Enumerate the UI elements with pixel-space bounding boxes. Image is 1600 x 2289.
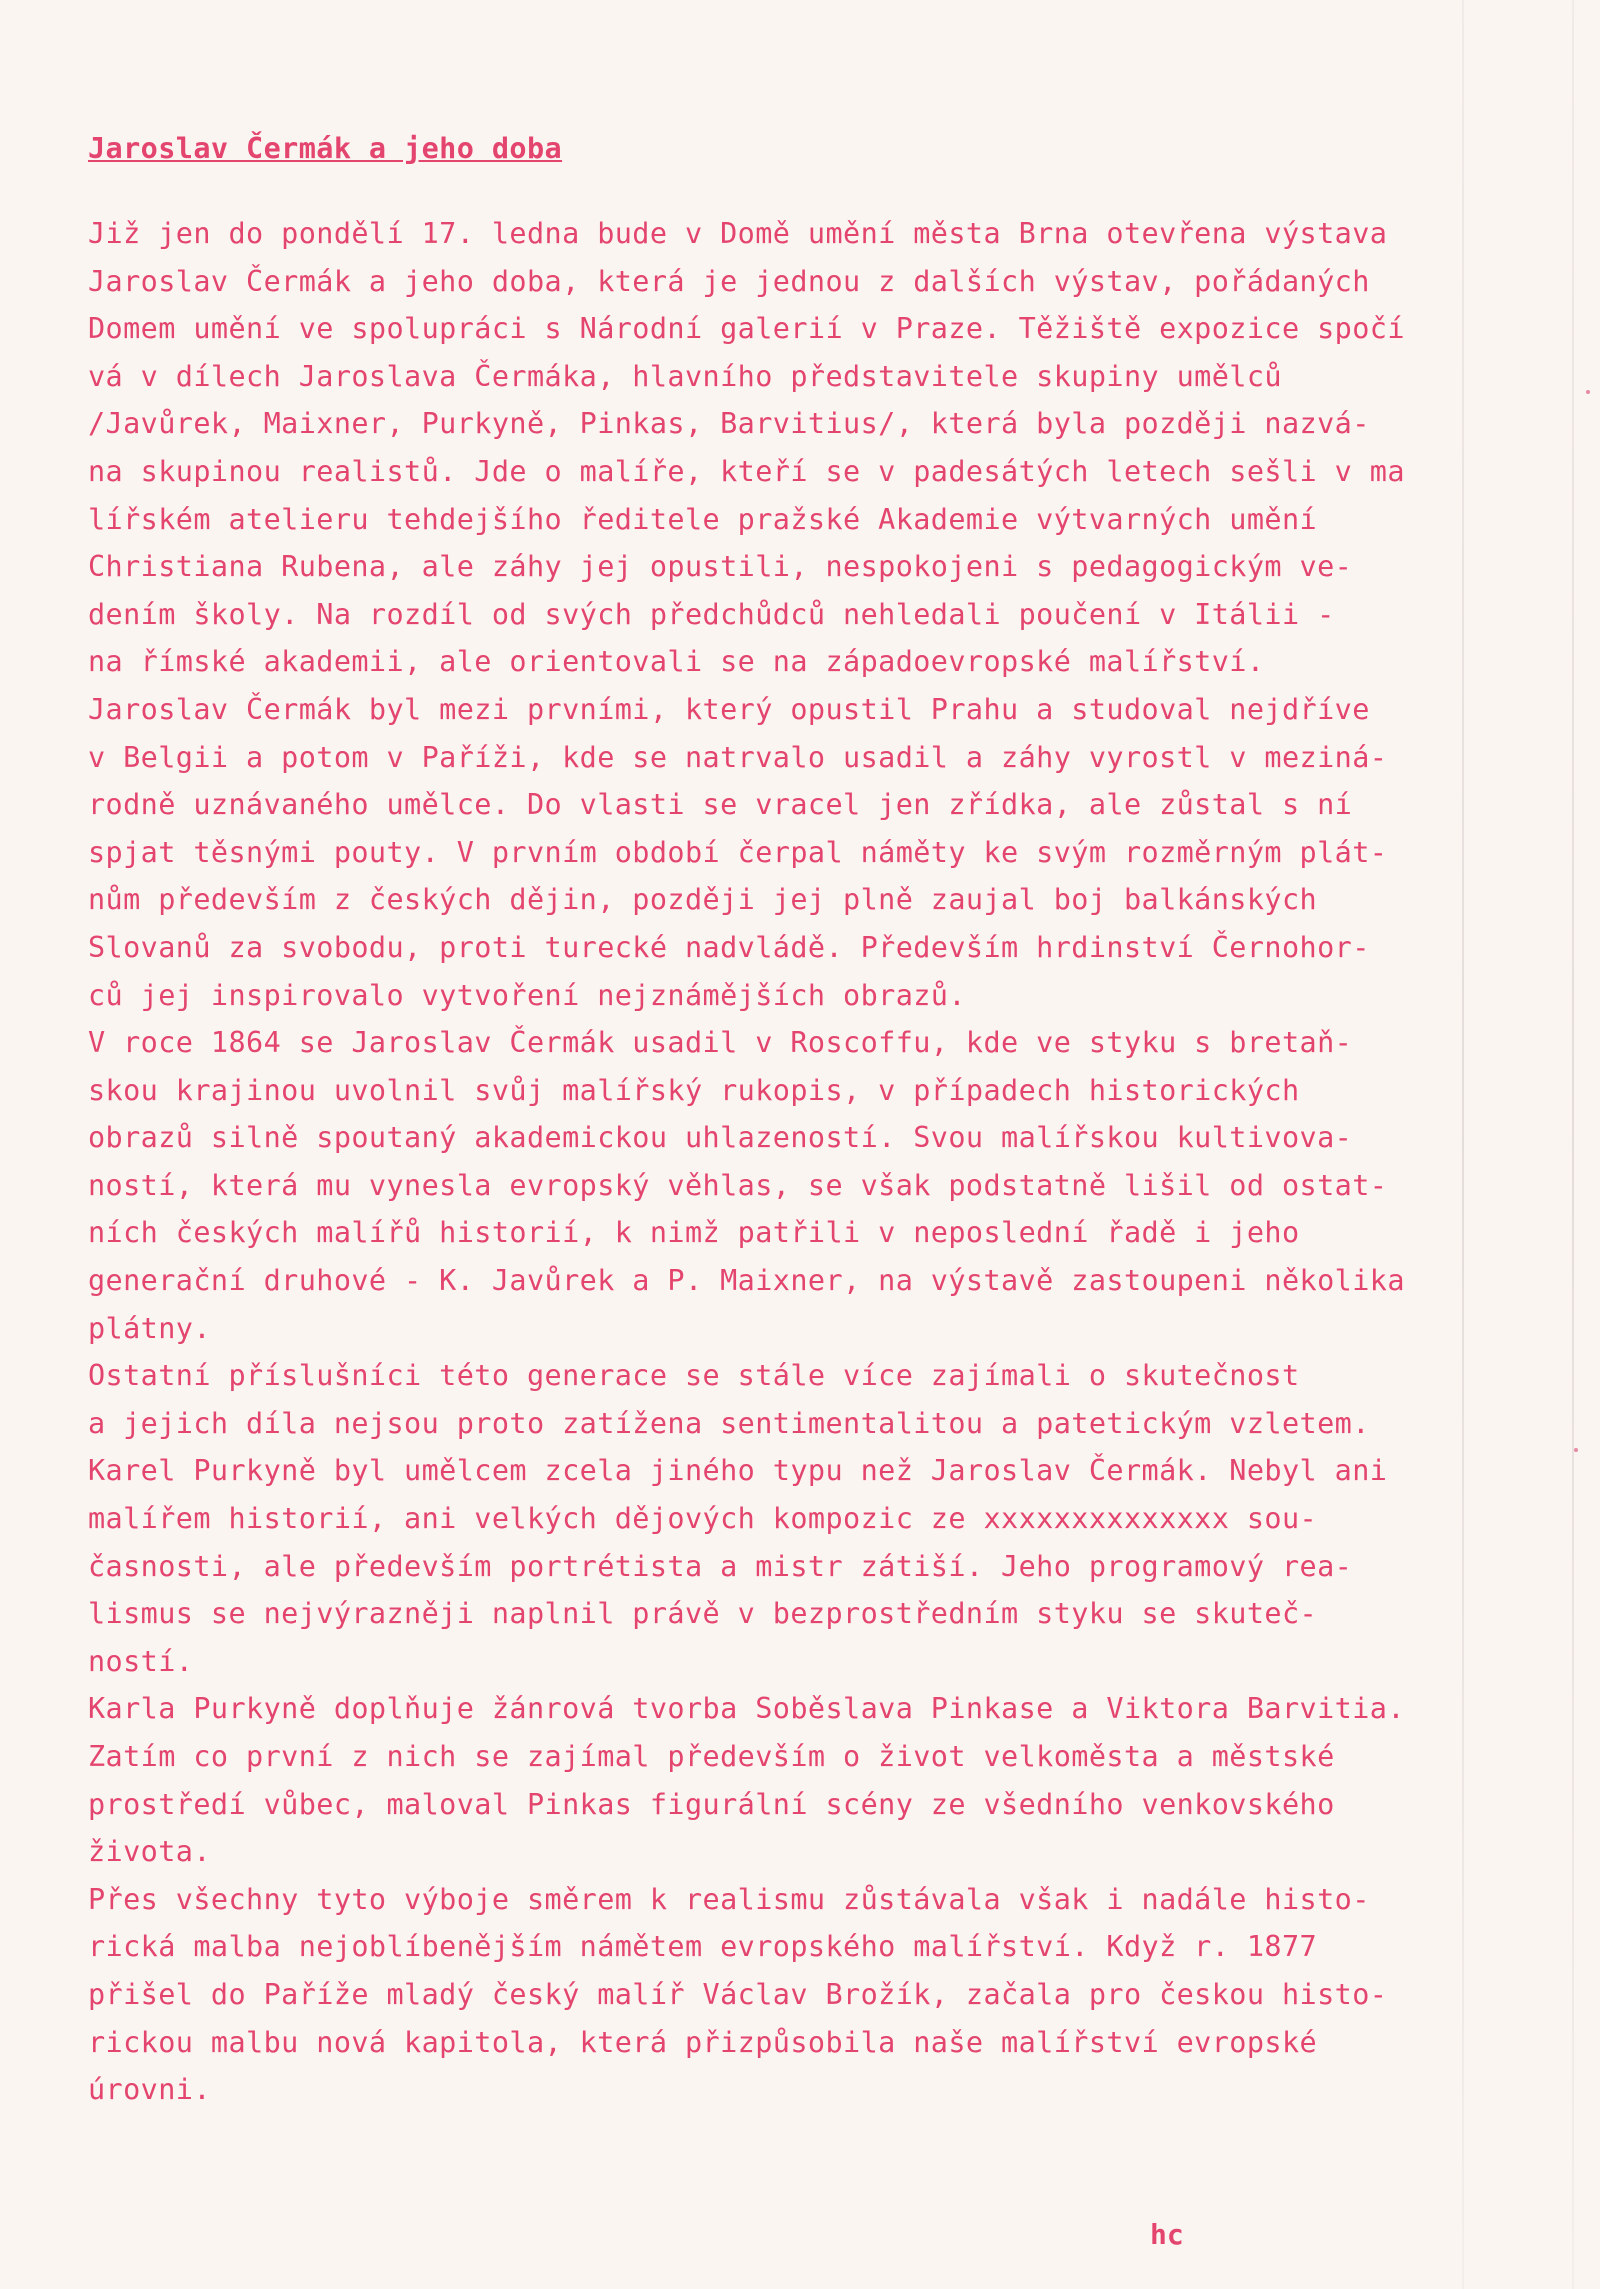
author-initials: hc [1150, 2218, 1184, 2251]
text-line: /Javůrek, Maixner, Purkyně, Pinkas, Barvitius/, která byla později nazvá- [88, 407, 1370, 441]
text-line: na skupinou realistů. Jde o malíře, kteří se v padesátých letech sešli v ma [88, 454, 1405, 488]
text-line: ců jej inspirovalo vytvoření nejznámějších obrazů. [88, 978, 966, 1012]
text-line: v Belgii a potom v Paříži, kde se natrvalo usadil a záhy vyrostl v meziná- [88, 740, 1388, 774]
text-line: Zatím co první z nich se zajímal především o život velkoměsta a městské [88, 1740, 1335, 1773]
text-line: Přes všechny tyto výboje směrem k realismu zůstávala však i nadále histo- [88, 1882, 1370, 1916]
text-line: Ostatní příslušníci této generace se stále více zajímali o skutečnost [88, 1359, 1300, 1393]
text-line: života. [88, 1835, 211, 1869]
text-line: lismus se nejvýrazněji naplnil právě v bezprostředním styku se skuteč- [88, 1597, 1318, 1631]
text-line: Již jen do pondělí 17. ledna bude v Domě umění města Brna otevřena výstava [88, 217, 1388, 250]
text-line: Karel Purkyně byl umělcem zcela jiného typu než Jaroslav Čermák. Nebyl ani [88, 1454, 1388, 1488]
text-line: nům především z českých dějin, později jej plně zaujal boj balkánských [88, 883, 1318, 917]
text-line: úrovni. [88, 2073, 211, 2107]
text-line: Christiana Rubena, ale záhy jej opustili, nespokojeni s pedagogickým ve- [88, 550, 1353, 584]
text-line: přišel do Paříže mladý český malíř Václav Brožík, začala pro českou histo- [88, 1977, 1388, 2011]
text-line: lířském atelieru tehdejšího ředitele pražské Akademie výtvarných umění [88, 502, 1318, 536]
document-body [88, 132, 1598, 2114]
text-line: Slovanů za svobodu, proti turecké nadvládě. Především hrdinství Černohor- [88, 930, 1370, 964]
text-line: prostředí vůbec, maloval Pinkas figurální scény ze všedního venkovského [88, 1787, 1335, 1821]
text-line: dením školy. Na rozdíl od svých předchůdců nehledali poučení v Itálii - [88, 597, 1335, 631]
text-line: malířem historií, ani velkých dějových kompozic ze xxxxxxxxxxxxxx sou- [88, 1502, 1318, 1536]
text-line: rodně uznávaného umělce. Do vlasti se vracel jen zřídka, ale zůstal s ní [88, 788, 1353, 822]
text-line: Karla Purkyně doplňuje žánrová tvorba Soběslava Pinkase a Viktora Barvitia. [88, 1692, 1405, 1726]
text-line: časnosti, ale především portrétista a mistr zátiší. Jeho programový rea- [88, 1549, 1353, 1583]
text-line: obrazů silně spoutaný akademickou uhlazeností. Svou malířskou kultivova- [88, 1121, 1353, 1155]
text-line: ností, která mu vynesla evropský věhlas, se však podstatně lišil od ostat- [88, 1168, 1388, 1202]
text-line: rická malba nejoblíbenějším námětem evropského malířství. Když r. 1877 [88, 1930, 1318, 1964]
text-line: Jaroslav Čermák byl mezi prvními, který opustil Prahu a studoval nejdříve [88, 692, 1370, 726]
text-line: ních českých malířů historií, k nimž patřili v neposlední řadě i jeho [88, 1216, 1300, 1250]
text-line: rickou malbu nová kapitola, která přizpůsobila naše malířství evropské [88, 2025, 1318, 2059]
text-line: generační druhové - K. Javůrek a P. Maixner, na výstavě zastoupeni několika [88, 1264, 1405, 1298]
text-line: Domem umění ve spolupráci s Národní galerií v Praze. Těžiště expozice spočí [88, 312, 1405, 346]
text-line: na římské akademii, ale orientovali se na západoevropské malířství. [88, 645, 1265, 679]
text-line: Jaroslav Čermák a jeho doba, která je jednou z dalších výstav, pořádaných [88, 264, 1370, 298]
text-line: V roce 1864 se Jaroslav Čermák usadil v Roscoffu, kde ve styku s bretaň- [88, 1026, 1353, 1060]
text-line: vá v dílech Jaroslava Čermáka, hlavního představitele skupiny umělců [88, 359, 1282, 393]
document-title: Jaroslav Čermák a jeho doba [88, 132, 563, 165]
text-line: spjat těsnými pouty. V prvním období čerpal náměty ke svým rozměrným plát- [88, 835, 1388, 869]
text-line: plátny. [88, 1311, 211, 1345]
text-line: ností. [88, 1644, 194, 1678]
text-line: a jejich díla nejsou proto zatížena sentimentalitou a patetickým vzletem. [88, 1406, 1370, 1440]
text-line: skou krajinou uvolnil svůj malířský rukopis, v případech historických [88, 1073, 1300, 1107]
